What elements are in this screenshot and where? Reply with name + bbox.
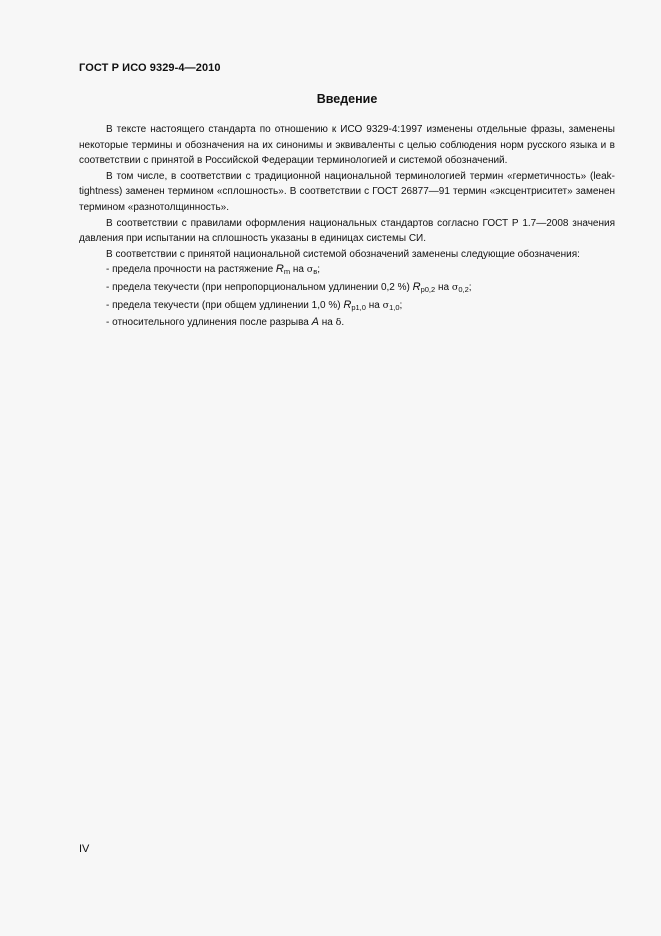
list-item-text: - предела прочности на растяжение: [106, 264, 276, 276]
list-item-end: ;: [468, 281, 472, 293]
list-item-tensile-strength: [79, 262, 615, 280]
greek-symbol: σ: [382, 299, 390, 311]
connector-text: на: [318, 317, 336, 329]
paragraph-intro: В тексте настоящего стандарта по отношению к ИСО 9329-4:1997 изменены отдельные фразы, заменены некоторые термины и обозначения на их синонимы и эквиваленты с целью соблюдения норм русского языка и в соответствии с принятой в Российской Федерации терминологией и системой обозначений.: [79, 124, 615, 167]
greek-symbol: σ: [306, 264, 314, 276]
paragraph-terminology: В том числе, в соответствии с традиционной национальной терминологией термин «герметичность» (leak-tightness) заменен термином «сплошность». В соответствии с ГОСТ 26877—91 термин «эксцентриситет» заменен термином «разнотолщинность».: [79, 170, 615, 213]
paragraph-units: В соответствии с правилами оформления национальных стандартов согласно ГОСТ Р 1.7—2008 значения давления при испытании на сплошность указаны в единицах системы СИ.: [79, 217, 615, 245]
list-item-elongation: [79, 315, 615, 331]
section-title: Введение: [316, 92, 378, 106]
symbol-subscript: m: [283, 267, 291, 277]
connector-text: на: [435, 281, 452, 293]
connector-text: на: [365, 299, 383, 311]
greek-subscript: 0,2: [458, 284, 469, 294]
symbol-subscript: p1,0: [351, 302, 366, 312]
document-body: [79, 122, 615, 331]
list-item-end: ;: [399, 299, 403, 311]
list-item-end: .: [341, 317, 345, 329]
greek-symbol: δ: [335, 317, 342, 329]
document-header: ГОСТ Р ИСО 9329-4—2010: [79, 62, 221, 74]
list-item-yield-non-proportional: [79, 280, 615, 298]
greek-symbol: σ: [451, 281, 459, 293]
list-item-end: ;: [317, 264, 321, 276]
list-item-text: - предела текучести (при непропорциональном удлинении 0,2 %): [106, 281, 413, 293]
page-number: IV: [79, 843, 90, 855]
symbol-a: A: [311, 316, 319, 329]
symbol-r: R: [343, 298, 352, 311]
connector-text: на: [290, 264, 307, 276]
list-item-text: - относительного удлинения после разрыва: [106, 317, 312, 329]
list-item-yield-total: [79, 298, 615, 316]
symbol-r: R: [275, 263, 284, 276]
list-item-text: - предела текучести (при общем удлинении 1,0 %): [106, 299, 344, 311]
greek-subscript: 1,0: [389, 302, 400, 312]
paragraph-notation: В соответствии с принятой национальной системой обозначений заменены следующие обозначения:: [106, 248, 580, 260]
symbol-r: R: [412, 280, 421, 293]
greek-subscript: в: [313, 267, 318, 277]
symbol-subscript: p0,2: [420, 284, 436, 294]
